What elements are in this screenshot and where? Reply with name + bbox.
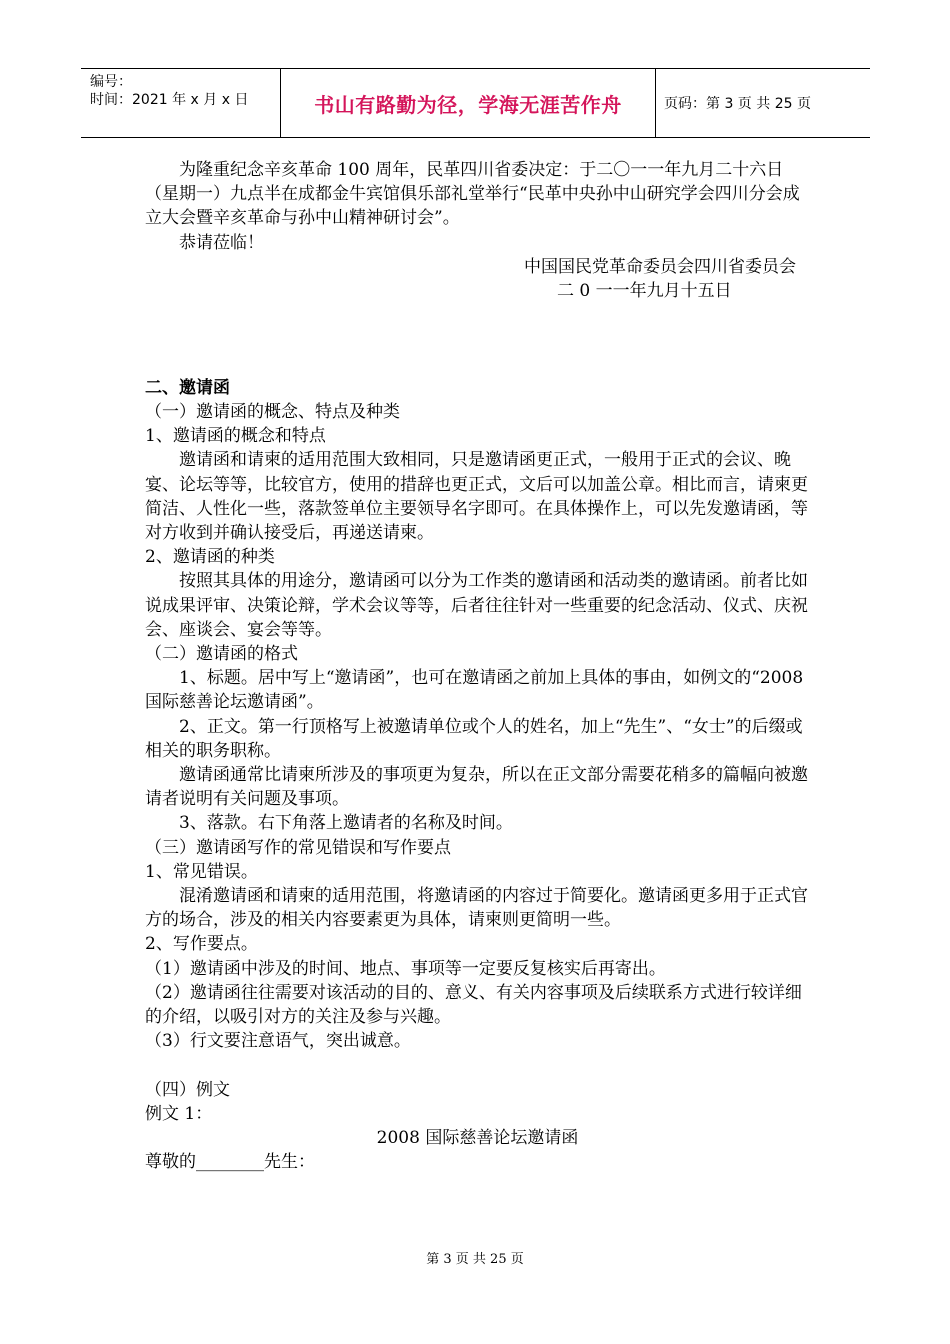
list-item: （3）行文要注意语气，突出诚意。: [145, 1031, 411, 1052]
list-item: （2）邀请函往往需要对该活动的目的、意义、有关内容事项及后续联系方式进行较详细的介绍，以吸引对方的关注及参与兴趣。: [145, 982, 802, 1028]
paragraph: 3、落款。右下角落上邀请者的名称及时间。: [179, 813, 513, 834]
paragraph: 按照其具体的用途分，邀请函可以分为工作类的邀请函和活动类的邀请函。前者比如说成果评审、决策论辩，学术会议等等，后者往往针对一些重要的纪念活动、仪式、庆祝会、座谈会、宴会等等。: [145, 571, 808, 640]
doc-id-label: 编号：: [90, 74, 132, 90]
paragraph: 混淆邀请函和请柬的适用范围，将邀请函的内容过于简要化。邀请函更多用于正式官方的场合，涉及的相关内容要素更为具体，请柬则更简明一些。: [145, 886, 808, 931]
header-meta: [81, 69, 281, 137]
paragraph: 邀请函通常比请柬所涉及的事项更为复杂，所以在正文部分需要花稍多的篇幅向被邀请者说明有关问题及事项。: [145, 765, 808, 810]
subsection-heading: 2、邀请函的种类: [145, 547, 275, 568]
paragraph: 2、正文。第一行顶格写上被邀请单位或个人的姓名，加上“先生”、“女士”的后缀或相关的职务职称。: [145, 716, 803, 761]
paragraph: 为隆重纪念辛亥革命 100 周年，民革四川省委决定：于二〇一一年九月二十六日（星期一）九点半在成都金牛宾馆俱乐部礼堂举行“民革中央孙中山研究学会四川分会成立大会暨辛亥革命与孙中山精神研讨会”。: [145, 160, 800, 229]
header-motto: 书山有路勤为径，学海无涯苦作舟: [281, 69, 656, 137]
document-body: [145, 158, 810, 1174]
subsection-heading: （三）邀请函写作的常见错误和写作要点: [145, 837, 451, 858]
signature-organization: 中国国民党革命委员会四川省委员会: [524, 256, 796, 277]
list-item: （1）邀请函中涉及的时间、地点、事项等一定要反复核实后再寄出。: [145, 958, 666, 979]
page-header: [81, 68, 870, 138]
subsection-heading: 1、邀请函的概念和特点: [145, 426, 326, 447]
doc-date-label: 时间：2021 年 x 月 x 日: [90, 92, 249, 108]
signature-date: 二 0 一一年九月十五日: [557, 281, 732, 302]
example-title: 2008 国际慈善论坛邀请函: [376, 1128, 579, 1149]
subsection-heading: 2、写作要点。: [145, 934, 258, 955]
paragraph: 邀请函和请柬的适用范围大致相同，只是邀请函更正式，一般用于正式的会议、晚宴、论坛等等，比较官方，使用的措辞也更正式，文后可以加盖公章。相比而言，请柬更简洁、人性化一些，落款签单位主要领导名字即可。在具体操作上，可以先发邀请函，等对方收到并确认接受后，再递送请柬。: [145, 450, 808, 543]
paragraph: 恭请莅临！: [179, 232, 264, 253]
paragraph: 1、标题。居中写上“邀请函”，也可在邀请函之前加上具体的事由，如例文的“2008 国际慈善论坛邀请函”。: [145, 668, 809, 713]
section-heading: 二、邀请函: [145, 377, 230, 398]
example-label: 例文 1：: [145, 1103, 213, 1124]
subsection-heading: （一）邀请函的概念、特点及种类: [145, 401, 400, 422]
subsection-heading: （二）邀请函的格式: [145, 644, 298, 665]
subsection-heading: （四）例文: [145, 1079, 230, 1100]
header-page-info: 页码：第 3 页 共 25 页: [664, 96, 811, 112]
example-salutation: 尊敬的________先生：: [145, 1152, 315, 1173]
subsection-heading: 1、常见错误。: [145, 861, 258, 882]
page-footer: 第 3 页 共 25 页: [426, 1252, 524, 1267]
